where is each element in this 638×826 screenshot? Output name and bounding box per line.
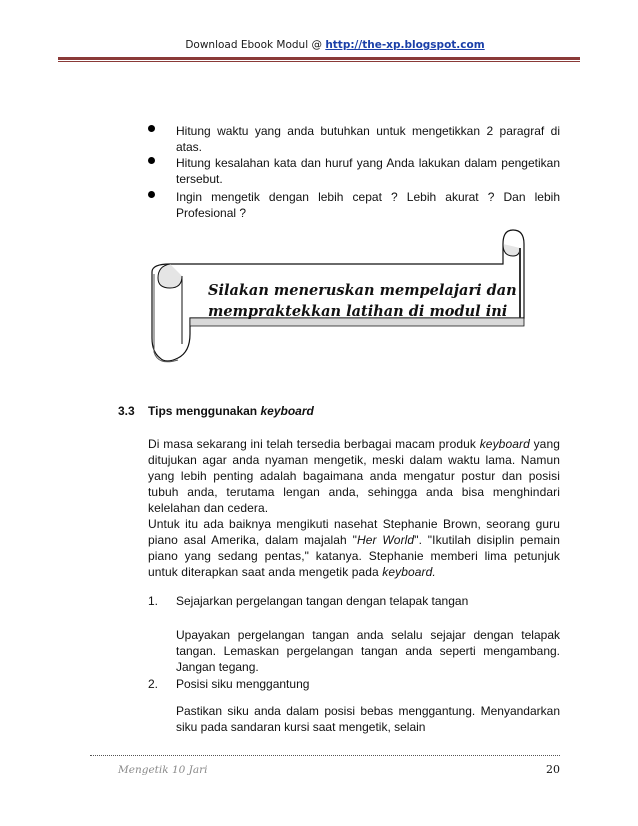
page-number: 20 [546,763,560,776]
section-title [148,404,314,418]
bullet-item [148,155,560,187]
list-item-number: 2. [148,677,159,691]
paragraph [148,436,560,516]
paragraph-text: ". "Ikutilah disiplin pemain piano yang sedang pentas," katanya. Stephanie memberi lima petunjuk untuk diterapkan saat anda mengetik pada [148,533,560,579]
scroll-line-1: Silakan meneruskan mempelajari dan [208,282,517,299]
list-item-body: Pastikan siku anda dalam posisi bebas menggantung. Menyandarkan siku pada sandaran kursi saat mengetik, selain [176,704,560,734]
paragraph-text: yang ditujukan agar anda nyaman mengetik, meski dalam waktu lama. Namun yang lebih penting adalah bagaimana anda mengatur postur dan posisi tubuh anda, terutama lengan anda, sehingga anda bisa menghindari kelelahan dan cedera. [148,437,560,515]
header-rule-thick [58,57,580,60]
bullet-item [148,189,560,221]
paragraph [148,516,560,580]
list-item-number: 1. [148,594,159,608]
paragraph-italic: Her World [356,533,415,547]
footer-title: Mengetik 10 Jari [118,764,208,776]
section-number: 3.3 [118,404,135,418]
bullet-icon [148,191,155,198]
scroll-banner-text [208,280,518,322]
section-title-text: Tips menggunakan [148,404,261,418]
bullet-item [148,123,560,155]
section-title-italic: keyboard [260,404,314,418]
paragraph-text: Untuk itu ada baiknya mengikuti nasehat Stephanie Brown, seorang guru piano asal Amerika, dalam majalah " [148,517,560,547]
list-item-body: Upayakan pergelangan tangan anda selalu sejajar dengan telapak tangan. Lemaskan pergelangan tangan anda seperti mengambang. Jangan tegang. [176,628,560,674]
header-link[interactable]: http://the-xp.blogspot.com [325,39,485,51]
header-prefix: Download Ebook Modul @ [185,39,326,51]
list-item-title: Sejajarkan pergelangan tangan dengan telapak tangan [176,594,469,608]
bullet-icon [148,157,155,164]
bullet-text: Hitung waktu yang anda butuhkan untuk mengetikkan 2 paragraf di atas. [176,124,560,154]
paragraph-italic: keyboard [479,437,530,451]
page-header [0,39,638,51]
footer-rule [90,755,560,756]
header-rule-thin [58,61,580,62]
bullet-text: Ingin mengetik dengan lebih cepat ? Lebih akurat ? Dan lebih Profesional ? [176,190,560,220]
scroll-line-2: mempraktekkan latihan di modul ini [208,303,508,320]
paragraph-text: Di masa sekarang ini telah tersedia berbagai macam produk [148,437,480,451]
bullet-icon [148,125,155,132]
bullet-text: Hitung kesalahan kata dan huruf yang Anda lakukan dalam pengetikan tersebut. [176,156,560,186]
list-item-title: Posisi siku menggantung [176,677,310,691]
paragraph-italic: keyboard. [382,565,436,579]
